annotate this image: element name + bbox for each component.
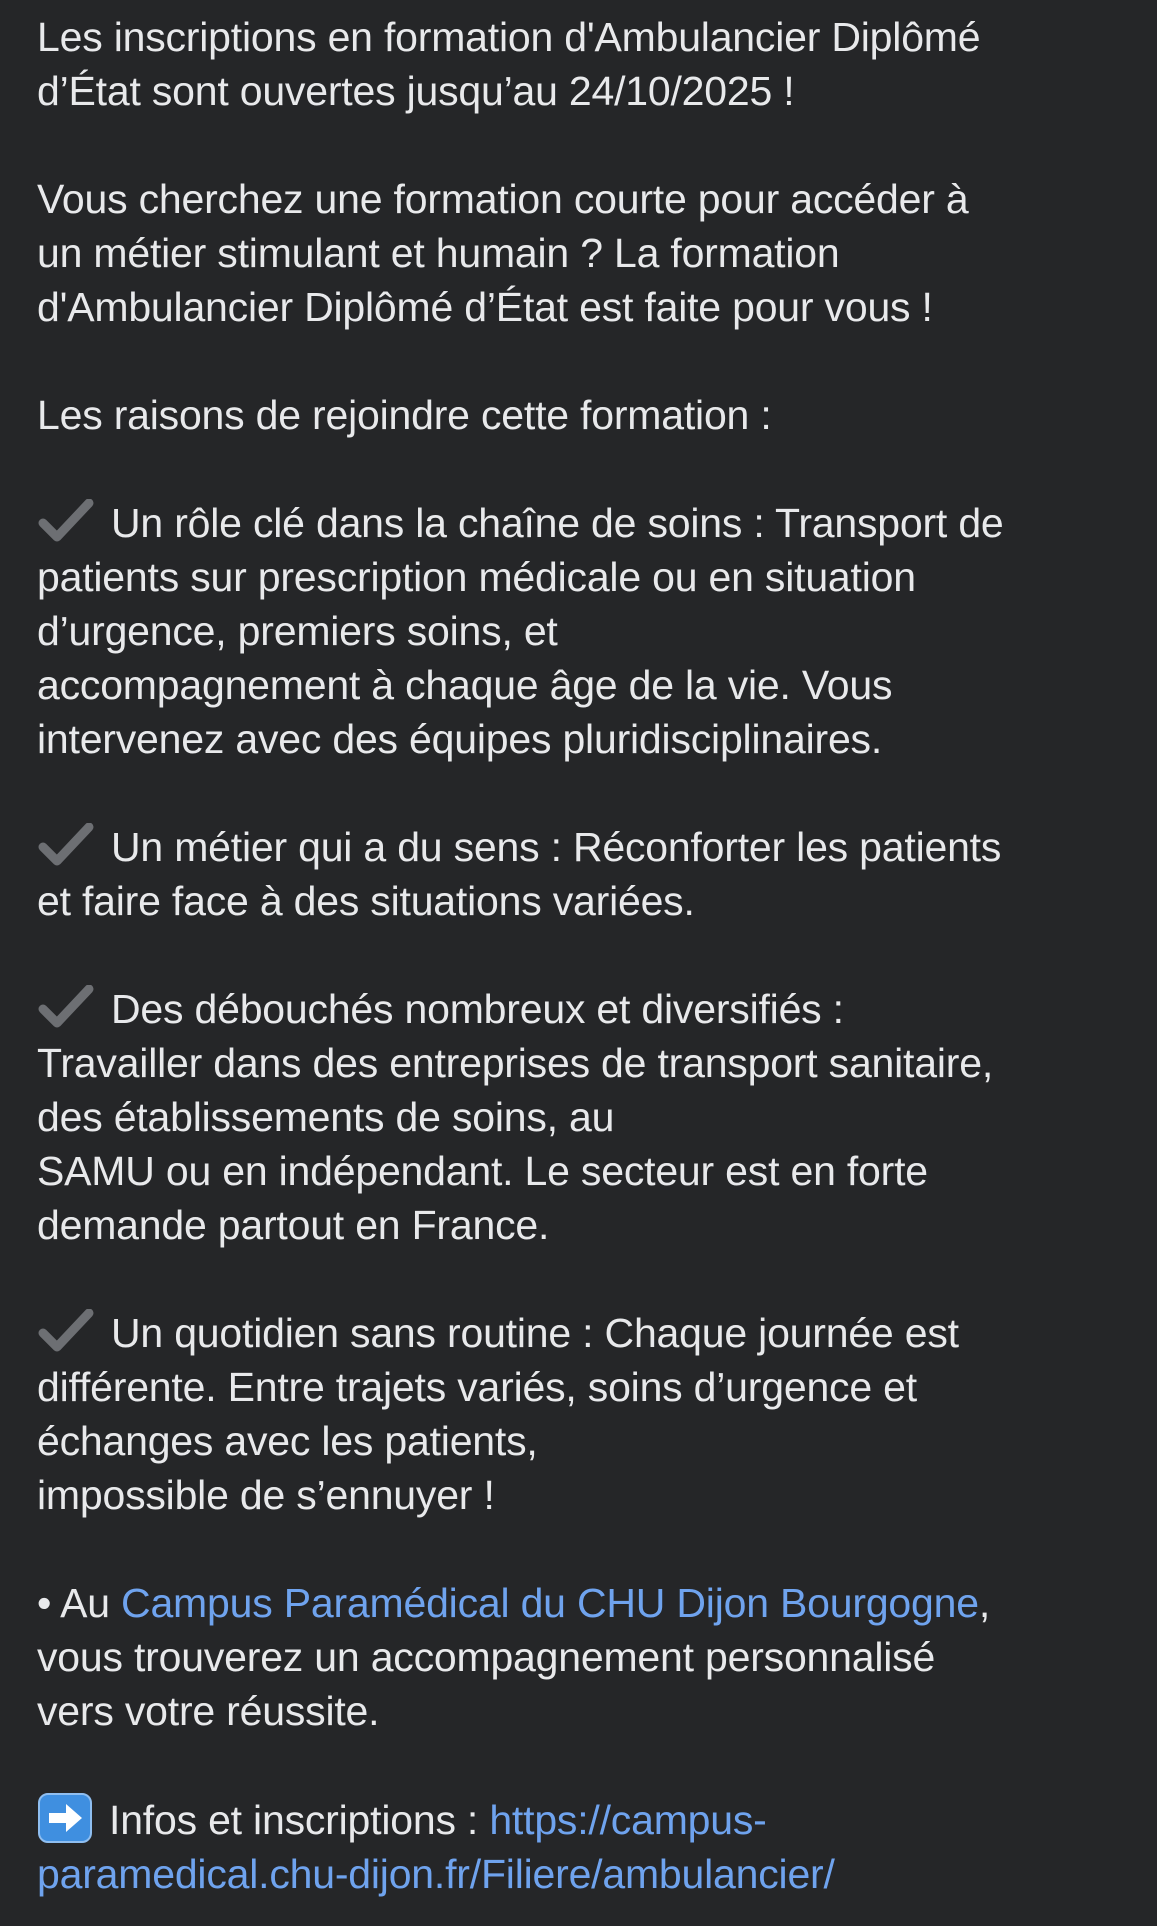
reason-item-routine	[37, 1306, 1133, 1522]
pitch-line: Vous cherchez une formation courte pour accéder à	[37, 176, 969, 222]
campus-link[interactable]: Campus Paramédical du CHU Dijon Bourgogne	[121, 1580, 979, 1626]
reason-line: Travailler dans des entreprises de transport sanitaire,	[37, 1040, 994, 1086]
reason-text: Un quotidien sans routine : Chaque journée est	[111, 1310, 959, 1356]
reason-line: demande partout en France.	[37, 1202, 550, 1248]
campus-line: vous trouverez un accompagnement personnalisé	[37, 1634, 936, 1680]
pitch-paragraph	[37, 172, 1133, 334]
campus-suffix: ,	[978, 1580, 991, 1626]
reason-item-role	[37, 496, 1133, 766]
reason-line: patients sur prescription médicale ou en situation	[37, 554, 916, 600]
reason-line	[37, 1306, 1133, 1360]
reason-line: et faire face à des situations variées.	[37, 878, 695, 924]
infos-paragraph	[37, 1792, 1133, 1901]
reason-line: différente. Entre trajets variés, soins d’urgence et	[37, 1364, 917, 1410]
bullet-glyph: •	[37, 1580, 52, 1626]
check-mark-icon	[37, 823, 97, 867]
reason-line: accompagnement à chaque âge de la vie. Vous	[37, 662, 893, 708]
infos-line	[37, 1847, 1133, 1901]
check-mark-icon	[37, 1309, 97, 1353]
pitch-line: un métier stimulant et humain ? La formation	[37, 230, 840, 276]
intro-paragraph	[37, 10, 1133, 118]
reason-line	[37, 496, 1133, 550]
reason-line: des établissements de soins, au	[37, 1094, 615, 1140]
right-arrow-icon	[37, 1792, 93, 1844]
reason-item-careers	[37, 982, 1133, 1252]
intro-line: Les inscriptions en formation d'Ambulancier Diplômé	[37, 14, 981, 60]
check-mark-icon	[37, 985, 97, 1029]
reason-line	[37, 820, 1133, 874]
reasons-heading-text: Les raisons de rejoindre cette formation :	[37, 392, 772, 438]
reason-line: SAMU ou en indépendant. Le secteur est en forte	[37, 1148, 928, 1194]
reason-line	[37, 982, 1133, 1036]
reason-line: échanges avec les patients,	[37, 1418, 538, 1464]
reason-text: Un rôle clé dans la chaîne de soins : Transport de	[111, 500, 1004, 546]
infos-url-link[interactable]: https://campus-	[489, 1797, 767, 1843]
campus-paragraph	[37, 1576, 1133, 1738]
infos-url-link-continued[interactable]: paramedical.chu-dijon.fr/Filiere/ambulancier/	[37, 1851, 835, 1897]
reason-item-meaning	[37, 820, 1133, 928]
campus-prefix: Au	[60, 1580, 110, 1626]
reason-line: impossible de s’ennuyer !	[37, 1472, 495, 1518]
reason-text: Des débouchés nombreux et diversifiés :	[111, 986, 844, 1032]
check-mark-icon	[37, 499, 97, 543]
reason-line: d’urgence, premiers soins, et	[37, 608, 558, 654]
reason-line: intervenez avec des équipes pluridisciplinaires.	[37, 716, 883, 762]
reasons-heading	[37, 388, 1133, 442]
infos-label: Infos et inscriptions :	[109, 1797, 479, 1843]
reason-text: Un métier qui a du sens : Réconforter les patients	[111, 824, 1002, 870]
campus-line	[37, 1576, 1133, 1630]
campus-line: vers votre réussite.	[37, 1688, 380, 1734]
pitch-line: d'Ambulancier Diplômé d’État est faite pour vous !	[37, 284, 933, 330]
infos-line	[37, 1792, 1133, 1847]
intro-line: d’État sont ouvertes jusqu’au 24/10/2025 !	[37, 68, 795, 114]
